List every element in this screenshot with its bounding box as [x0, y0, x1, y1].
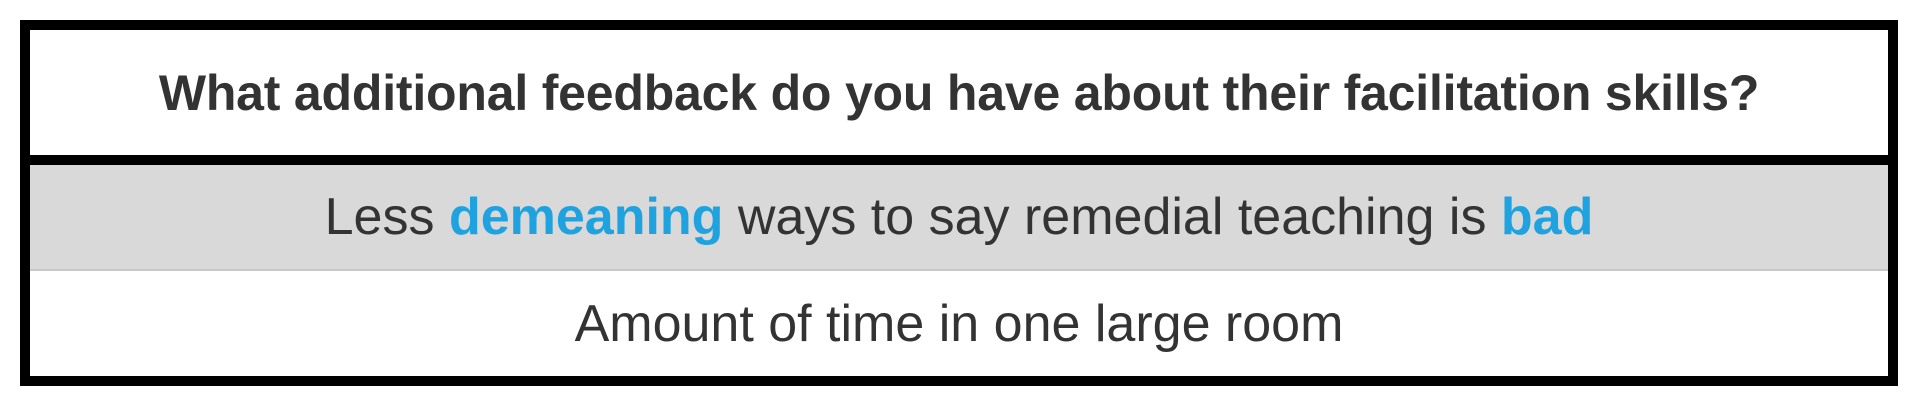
feedback-table [20, 20, 1898, 386]
response-row-1 [30, 165, 1888, 271]
response-1-text-part: Less [324, 188, 449, 246]
response-1-highlight-word: demeaning [448, 188, 724, 246]
question-heading: What additional feedback do you have about their facilitation skills? [30, 30, 1888, 155]
response-1-highlight-word: bad [1500, 188, 1594, 246]
response-2-text: Amount of time in one large room [574, 294, 1344, 353]
header-divider [30, 155, 1888, 165]
response-row-2 [30, 271, 1888, 376]
response-1-text-part: ways to say remedial teaching is [723, 188, 1501, 246]
